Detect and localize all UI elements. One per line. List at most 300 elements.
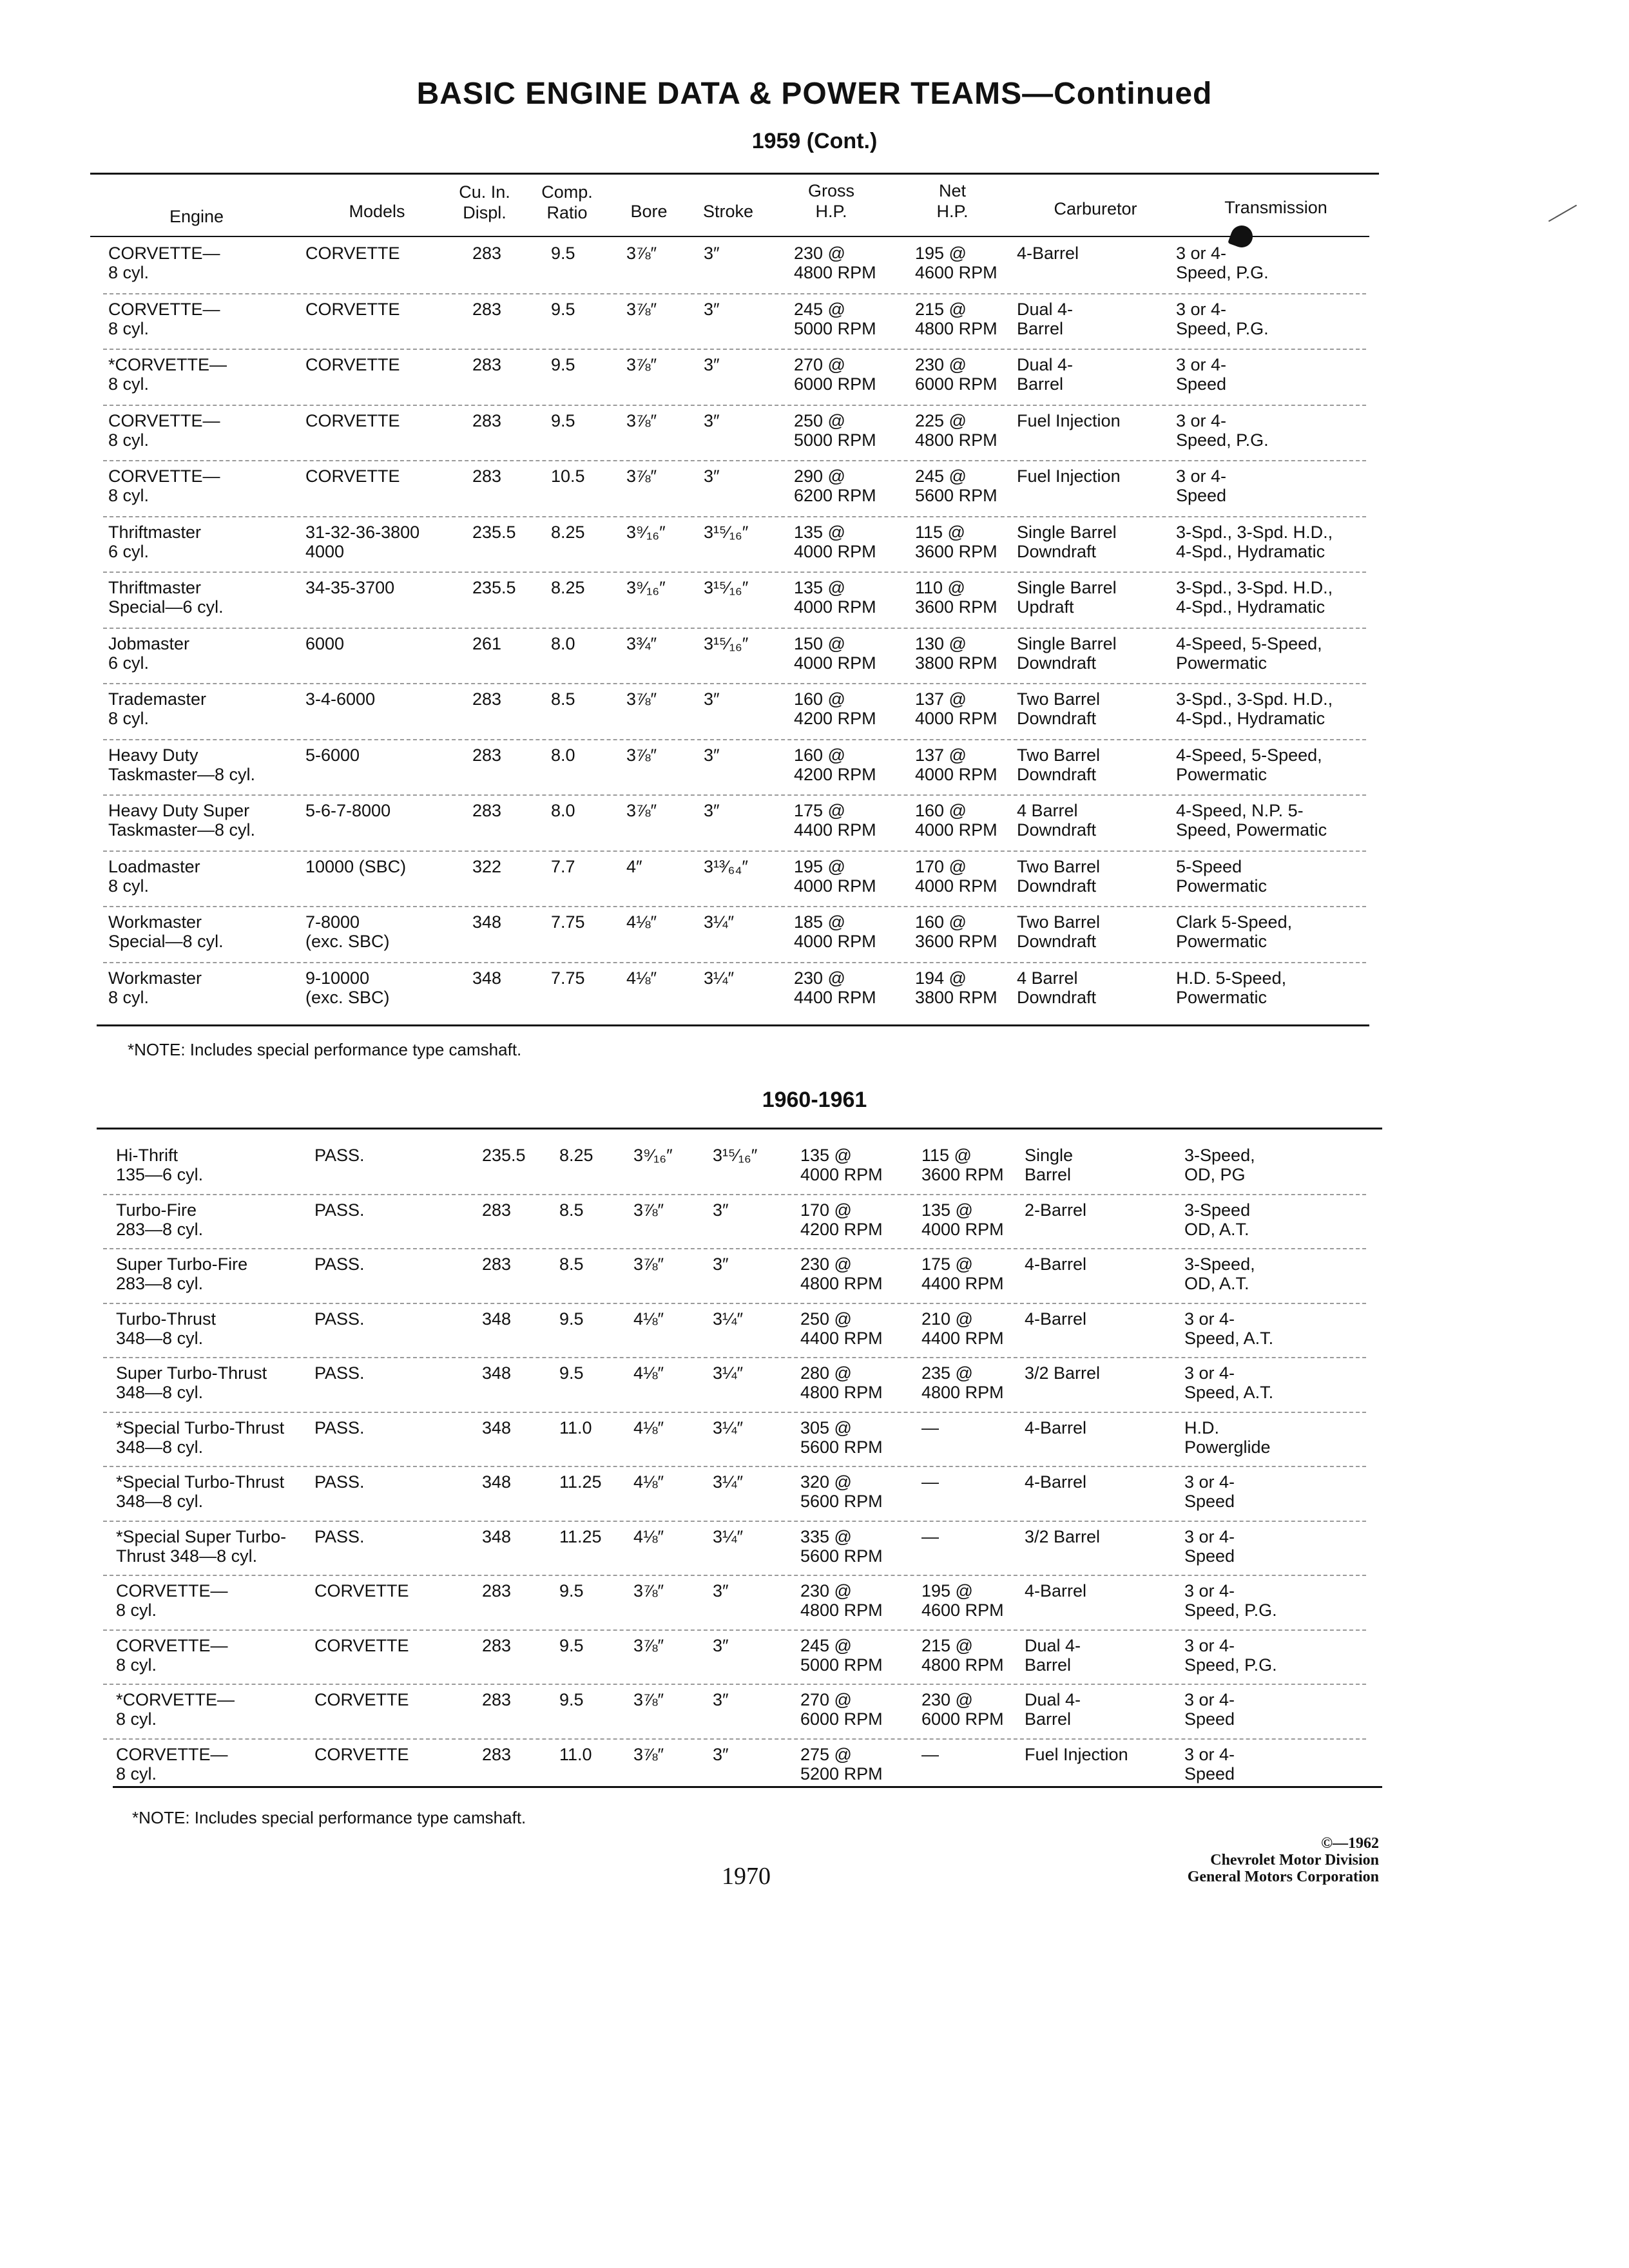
row-divider bbox=[103, 1684, 1366, 1685]
cell-bore: 4⅛″ bbox=[633, 1472, 664, 1492]
cell-gross: 230 @ 4800 RPM bbox=[794, 244, 876, 282]
cell-trans: 3 or 4- Speed bbox=[1184, 1526, 1235, 1566]
cell-bore: 3⅞″ bbox=[633, 1744, 664, 1764]
cell-trans: 5-Speed Powermatic bbox=[1176, 856, 1268, 896]
cell-net: — bbox=[921, 1472, 939, 1492]
cell-bore: 3⅞″ bbox=[633, 1635, 664, 1655]
cell-net: 195 @ 4600 RPM bbox=[915, 244, 998, 282]
cell-models: PASS. bbox=[314, 1472, 365, 1492]
cell-engine: Hi-Thrift 135—6 cyl. bbox=[116, 1146, 204, 1184]
cell-ratio: 11.25 bbox=[559, 1472, 602, 1492]
cell-net: 225 @ 4800 RPM bbox=[915, 410, 998, 450]
cell-ratio: 11.25 bbox=[559, 1526, 602, 1546]
cell-gross: 135 @ 4000 RPM bbox=[794, 522, 876, 561]
cell-ratio: 8.25 bbox=[559, 1146, 593, 1165]
cell-displ: 283 bbox=[482, 1635, 512, 1655]
cell-engine: Super Turbo-Thrust 348—8 cyl. bbox=[116, 1363, 267, 1402]
cell-trans: 3-Spd., 3-Spd. H.D., 4-Spd., Hydramatic bbox=[1176, 522, 1333, 561]
cell-carb: Single Barrel bbox=[1025, 1146, 1074, 1184]
cell-engine: Turbo-Thrust 348—8 cyl. bbox=[116, 1309, 217, 1348]
cell-carb: 4 Barrel Downdraft bbox=[1017, 968, 1097, 1007]
table1-header-rule bbox=[90, 236, 1369, 237]
cell-models: 10000 (SBC) bbox=[305, 856, 407, 876]
cell-trans: 3-Speed, OD, PG bbox=[1184, 1146, 1255, 1184]
cell-net: 194 @ 3800 RPM bbox=[915, 968, 998, 1007]
page-number: 1970 bbox=[722, 1863, 771, 1890]
cell-net: 115 @ 3600 RPM bbox=[915, 522, 998, 561]
cell-carb: 4-Barrel bbox=[1025, 1418, 1087, 1437]
cell-engine: CORVETTE— 8 cyl. bbox=[108, 410, 220, 450]
cell-models: CORVETTE bbox=[305, 410, 400, 430]
cell-bore: 3⅞″ bbox=[633, 1581, 664, 1600]
cell-displ: 348 bbox=[482, 1526, 512, 1546]
cell-models: PASS. bbox=[314, 1146, 365, 1165]
cell-carb: Single Barrel Downdraft bbox=[1017, 522, 1117, 561]
cell-models: PASS. bbox=[314, 1200, 365, 1220]
cell-engine: CORVETTE— 8 cyl. bbox=[116, 1744, 228, 1783]
cell-gross: 185 @ 4000 RPM bbox=[794, 912, 876, 951]
cell-engine: *CORVETTE— 8 cyl. bbox=[108, 355, 227, 394]
cell-bore: 4″ bbox=[626, 856, 642, 876]
cell-carb: 4-Barrel bbox=[1025, 1472, 1087, 1492]
cell-gross: 135 @ 4000 RPM bbox=[800, 1146, 883, 1184]
table1-top-rule bbox=[90, 173, 1379, 175]
cell-engine: CORVETTE— 8 cyl. bbox=[116, 1635, 228, 1675]
cell-models: 3-4-6000 bbox=[305, 689, 376, 709]
cell-ratio: 7.75 bbox=[551, 968, 585, 988]
pen-mark bbox=[1548, 205, 1577, 222]
cell-engine: Thriftmaster Special—6 cyl. bbox=[108, 578, 224, 617]
cell-stroke: 3″ bbox=[704, 689, 720, 709]
row-divider bbox=[103, 794, 1366, 796]
cell-net: — bbox=[921, 1418, 939, 1437]
cell-displ: 348 bbox=[472, 968, 502, 988]
cell-ratio: 7.75 bbox=[551, 912, 585, 932]
col-bore-header: Bore bbox=[630, 202, 668, 221]
cell-net: 230 @ 6000 RPM bbox=[915, 355, 998, 394]
table2-top-rule bbox=[97, 1128, 1382, 1129]
cell-trans: 4-Speed, N.P. 5- Speed, Powermatic bbox=[1176, 801, 1327, 840]
cell-bore: 3⁹⁄₁₆″ bbox=[633, 1146, 673, 1165]
cell-stroke: 3″ bbox=[713, 1200, 729, 1220]
cell-net: 175 @ 4400 RPM bbox=[921, 1254, 1004, 1293]
cell-bore: 3⅞″ bbox=[626, 410, 657, 430]
cell-models: PASS. bbox=[314, 1363, 365, 1383]
cell-ratio: 8.5 bbox=[559, 1200, 584, 1220]
cell-stroke: 3¹⁵⁄₁₆″ bbox=[704, 522, 749, 542]
section-1960-1961-title: 1960-1961 bbox=[762, 1088, 867, 1112]
cell-displ: 283 bbox=[472, 299, 502, 319]
row-divider bbox=[103, 1738, 1366, 1740]
cell-stroke: 3″ bbox=[704, 355, 720, 374]
cell-bore: 3⅞″ bbox=[633, 1200, 664, 1220]
cell-net: 210 @ 4400 RPM bbox=[921, 1309, 1004, 1348]
cell-engine: CORVETTE— 8 cyl. bbox=[108, 466, 220, 505]
cell-ratio: 10.5 bbox=[551, 466, 585, 486]
cell-gross: 195 @ 4000 RPM bbox=[794, 856, 876, 896]
cell-displ: 261 bbox=[472, 633, 502, 653]
row-divider bbox=[103, 1521, 1366, 1522]
cell-models: PASS. bbox=[314, 1254, 365, 1274]
cell-gross: 280 @ 4800 RPM bbox=[800, 1363, 883, 1402]
cell-gross: 230 @ 4400 RPM bbox=[794, 968, 876, 1007]
cell-displ: 235.5 bbox=[482, 1146, 526, 1165]
cell-stroke: 3″ bbox=[713, 1581, 729, 1600]
cell-stroke: 3″ bbox=[713, 1744, 729, 1764]
cell-displ: 283 bbox=[472, 355, 502, 374]
cell-models: CORVETTE bbox=[305, 244, 400, 263]
cell-displ: 283 bbox=[472, 689, 502, 709]
cell-carb: Fuel Injection bbox=[1017, 466, 1121, 486]
cell-trans: 3 or 4- Speed bbox=[1184, 1690, 1235, 1729]
cell-ratio: 9.5 bbox=[551, 410, 575, 430]
cell-carb: Dual 4- Barrel bbox=[1025, 1635, 1081, 1675]
cell-gross: 290 @ 6200 RPM bbox=[794, 466, 876, 505]
cell-net: 135 @ 4000 RPM bbox=[921, 1200, 1004, 1239]
row-divider bbox=[103, 962, 1366, 963]
row-divider bbox=[103, 405, 1366, 406]
cell-trans: 4-Speed, 5-Speed, Powermatic bbox=[1176, 633, 1322, 673]
cell-ratio: 9.5 bbox=[551, 244, 575, 263]
cell-net: 245 @ 5600 RPM bbox=[915, 466, 998, 505]
cell-trans: 3 or 4- Speed, P.G. bbox=[1176, 410, 1269, 450]
cell-stroke: 3″ bbox=[704, 299, 720, 319]
cell-stroke: 3¼″ bbox=[713, 1526, 744, 1546]
col-gross-header: Gross H.P. bbox=[807, 181, 855, 221]
col-carburetor-header: Carburetor bbox=[1054, 199, 1137, 218]
row-divider bbox=[103, 1303, 1366, 1304]
cell-gross: 245 @ 5000 RPM bbox=[800, 1635, 883, 1675]
cell-gross: 270 @ 6000 RPM bbox=[794, 355, 876, 394]
cell-ratio: 8.0 bbox=[551, 801, 575, 820]
cell-ratio: 9.5 bbox=[551, 355, 575, 374]
row-divider bbox=[103, 460, 1366, 461]
cell-bore: 4⅛″ bbox=[633, 1418, 664, 1437]
cell-ratio: 8.5 bbox=[559, 1254, 584, 1274]
cell-ratio: 9.5 bbox=[551, 299, 575, 319]
cell-carb: Fuel Injection bbox=[1017, 410, 1121, 430]
cell-net: 235 @ 4800 RPM bbox=[921, 1363, 1004, 1402]
cell-engine: Thriftmaster 6 cyl. bbox=[108, 522, 202, 561]
col-ratio-header: Comp. Ratio bbox=[541, 182, 593, 222]
cell-engine: Trademaster 8 cyl. bbox=[108, 689, 207, 728]
cell-engine: Loadmaster 8 cyl. bbox=[108, 856, 200, 896]
cell-trans: H.D. Powerglide bbox=[1184, 1418, 1271, 1457]
cell-models: 31-32-36-3800 4000 bbox=[305, 522, 420, 561]
cell-gross: 305 @ 5600 RPM bbox=[800, 1418, 883, 1457]
cell-models: 9-10000 (exc. SBC) bbox=[305, 968, 390, 1007]
cell-displ: 283 bbox=[472, 745, 502, 765]
cell-models: 7-8000 (exc. SBC) bbox=[305, 912, 390, 951]
cell-models: CORVETTE bbox=[305, 355, 400, 374]
cell-displ: 283 bbox=[472, 410, 502, 430]
cell-gross: 320 @ 5600 RPM bbox=[800, 1472, 883, 1511]
cell-engine: Heavy Duty Super Taskmaster—8 cyl. bbox=[108, 801, 256, 840]
cell-bore: 3⅞″ bbox=[626, 801, 657, 820]
cell-carb: 4-Barrel bbox=[1017, 244, 1079, 263]
cell-gross: 230 @ 4800 RPM bbox=[800, 1581, 883, 1620]
cell-models: PASS. bbox=[314, 1309, 365, 1329]
cell-displ: 283 bbox=[472, 244, 502, 263]
cell-models: 5-6000 bbox=[305, 745, 360, 765]
cell-stroke: 3¹⁵⁄₁₆″ bbox=[704, 633, 749, 653]
cell-engine: Turbo-Fire 283—8 cyl. bbox=[116, 1200, 204, 1239]
cell-bore: 3⅞″ bbox=[626, 299, 657, 319]
cell-bore: 3⅞″ bbox=[633, 1690, 664, 1709]
row-divider bbox=[103, 349, 1366, 350]
table2-bottom-rule bbox=[113, 1786, 1382, 1788]
cell-net: 230 @ 6000 RPM bbox=[921, 1690, 1004, 1729]
cell-net: 110 @ 3600 RPM bbox=[915, 578, 998, 617]
cell-models: CORVETTE bbox=[305, 299, 400, 319]
cell-gross: 160 @ 4200 RPM bbox=[794, 689, 876, 728]
cell-net: — bbox=[921, 1526, 939, 1546]
row-divider bbox=[103, 516, 1366, 517]
cell-engine: CORVETTE— 8 cyl. bbox=[116, 1581, 228, 1620]
cell-models: PASS. bbox=[314, 1418, 365, 1437]
cell-gross: 150 @ 4000 RPM bbox=[794, 633, 876, 673]
cell-engine: Workmaster 8 cyl. bbox=[108, 968, 202, 1007]
cell-displ: 348 bbox=[482, 1418, 512, 1437]
cell-stroke: 3¹⁵⁄₁₆″ bbox=[704, 578, 749, 597]
cell-trans: 3-Speed OD, A.T. bbox=[1184, 1200, 1251, 1239]
cell-ratio: 7.7 bbox=[551, 856, 575, 876]
cell-gross: 160 @ 4200 RPM bbox=[794, 745, 876, 784]
cell-bore: 3⅞″ bbox=[633, 1254, 664, 1274]
cell-stroke: 3¹⁵⁄₁₆″ bbox=[713, 1146, 758, 1165]
cell-carb: Dual 4- Barrel bbox=[1025, 1690, 1081, 1729]
cell-engine: Jobmaster 6 cyl. bbox=[108, 633, 190, 673]
row-divider bbox=[103, 906, 1366, 907]
col-displ-header: Cu. In. Displ. bbox=[459, 182, 510, 222]
cell-displ: 283 bbox=[482, 1581, 512, 1600]
cell-carb: 4-Barrel bbox=[1025, 1309, 1087, 1329]
cell-displ: 283 bbox=[472, 466, 502, 486]
cell-trans: 3 or 4- Speed bbox=[1176, 355, 1227, 394]
cell-trans: 3 or 4- Speed, P.G. bbox=[1176, 299, 1269, 338]
cell-carb: 4 Barrel Downdraft bbox=[1017, 801, 1097, 840]
cell-bore: 3⁹⁄₁₆″ bbox=[626, 522, 666, 542]
cell-ratio: 8.25 bbox=[551, 578, 585, 597]
cell-stroke: 3¼″ bbox=[713, 1309, 744, 1329]
cell-carb: Two Barrel Downdraft bbox=[1017, 745, 1101, 784]
cell-trans: 3-Spd., 3-Spd. H.D., 4-Spd., Hydramatic bbox=[1176, 578, 1333, 617]
cell-stroke: 3″ bbox=[713, 1635, 729, 1655]
cell-displ: 322 bbox=[472, 856, 502, 876]
cell-engine: *Special Turbo-Thrust 348—8 cyl. bbox=[116, 1418, 285, 1457]
cell-ratio: 8.25 bbox=[551, 522, 585, 542]
table1-footnote: *NOTE: Includes special performance type camshaft. bbox=[128, 1040, 522, 1059]
cell-net: — bbox=[921, 1744, 939, 1764]
page-title: BASIC ENGINE DATA & POWER TEAMS—Continued bbox=[416, 77, 1213, 111]
cell-net: 137 @ 4000 RPM bbox=[915, 689, 998, 728]
cell-displ: 283 bbox=[482, 1254, 512, 1274]
cell-engine: CORVETTE— 8 cyl. bbox=[108, 299, 220, 338]
cell-bore: 4⅛″ bbox=[633, 1526, 664, 1546]
cell-bore: 3⅞″ bbox=[626, 745, 657, 765]
cell-ratio: 11.0 bbox=[559, 1418, 592, 1437]
cell-displ: 235.5 bbox=[472, 578, 516, 597]
row-divider bbox=[103, 683, 1366, 684]
cell-stroke: 3″ bbox=[704, 466, 720, 486]
table2-footnote: *NOTE: Includes special performance type camshaft. bbox=[132, 1808, 526, 1827]
cell-bore: 4⅛″ bbox=[633, 1363, 664, 1383]
publisher-line2: General Motors Corporation bbox=[1187, 1869, 1379, 1885]
cell-displ: 348 bbox=[482, 1363, 512, 1383]
cell-gross: 135 @ 4000 RPM bbox=[794, 578, 876, 617]
cell-ratio: 9.5 bbox=[559, 1690, 584, 1709]
row-divider bbox=[103, 1194, 1366, 1195]
cell-gross: 175 @ 4400 RPM bbox=[794, 801, 876, 840]
col-engine-header: Engine bbox=[169, 207, 224, 226]
cell-stroke: 3″ bbox=[704, 801, 720, 820]
cell-carb: Two Barrel Downdraft bbox=[1017, 856, 1101, 896]
cell-stroke: 3¼″ bbox=[704, 968, 735, 988]
cell-bore: 3⅞″ bbox=[626, 689, 657, 709]
cell-bore: 3⅞″ bbox=[626, 244, 657, 263]
row-divider bbox=[103, 1575, 1366, 1576]
cell-carb: Two Barrel Downdraft bbox=[1017, 912, 1101, 951]
cell-trans: 3 or 4- Speed, A.T. bbox=[1184, 1363, 1274, 1402]
cell-carb: Two Barrel Downdraft bbox=[1017, 689, 1101, 728]
cell-net: 115 @ 3600 RPM bbox=[921, 1146, 1004, 1184]
cell-displ: 283 bbox=[482, 1690, 512, 1709]
cell-trans: 3-Spd., 3-Spd. H.D., 4-Spd., Hydramatic bbox=[1176, 689, 1333, 728]
cell-bore: 4⅛″ bbox=[626, 968, 657, 988]
cell-models: 6000 bbox=[305, 633, 345, 653]
row-divider bbox=[103, 850, 1366, 852]
cell-displ: 348 bbox=[472, 912, 502, 932]
cell-bore: 4⅛″ bbox=[633, 1309, 664, 1329]
cell-net: 195 @ 4600 RPM bbox=[921, 1581, 1004, 1620]
cell-stroke: 3¼″ bbox=[713, 1418, 744, 1437]
row-divider bbox=[103, 293, 1366, 294]
cell-models: 5-6-7-8000 bbox=[305, 801, 391, 820]
cell-models: CORVETTE bbox=[314, 1690, 409, 1709]
cell-trans: 4-Speed, 5-Speed, Powermatic bbox=[1176, 745, 1322, 784]
cell-carb: 3/2 Barrel bbox=[1025, 1363, 1101, 1383]
cell-carb: 2-Barrel bbox=[1025, 1200, 1087, 1220]
col-net-header: Net H.P. bbox=[936, 181, 969, 221]
cell-gross: 335 @ 5600 RPM bbox=[800, 1526, 883, 1566]
cell-carb: Fuel Injection bbox=[1025, 1744, 1128, 1764]
cell-net: 130 @ 3800 RPM bbox=[915, 633, 998, 673]
cell-ratio: 8.0 bbox=[551, 633, 575, 653]
cell-ratio: 11.0 bbox=[559, 1744, 592, 1764]
cell-carb: 4-Barrel bbox=[1025, 1581, 1087, 1600]
cell-stroke: 3″ bbox=[704, 244, 720, 263]
cell-displ: 283 bbox=[482, 1744, 512, 1764]
cell-carb: Single Barrel Downdraft bbox=[1017, 633, 1117, 673]
cell-carb: Single Barrel Updraft bbox=[1017, 578, 1117, 617]
cell-trans: 3 or 4- Speed, P.G. bbox=[1184, 1581, 1277, 1620]
cell-models: CORVETTE bbox=[314, 1744, 409, 1764]
cell-engine: *Special Super Turbo- Thrust 348—8 cyl. bbox=[116, 1526, 287, 1566]
cell-net: 215 @ 4800 RPM bbox=[921, 1635, 1004, 1675]
cell-trans: 3 or 4- Speed bbox=[1176, 466, 1227, 505]
cell-bore: 3¾″ bbox=[626, 633, 657, 653]
cell-gross: 245 @ 5000 RPM bbox=[794, 299, 876, 338]
cell-trans: Clark 5-Speed, Powermatic bbox=[1176, 912, 1293, 951]
cell-net: 160 @ 4000 RPM bbox=[915, 801, 998, 840]
row-divider bbox=[103, 572, 1366, 573]
cell-stroke: 3″ bbox=[713, 1254, 729, 1274]
cell-carb: 4-Barrel bbox=[1025, 1254, 1087, 1274]
cell-displ: 235.5 bbox=[472, 522, 516, 542]
cell-models: PASS. bbox=[314, 1526, 365, 1546]
row-divider bbox=[103, 628, 1366, 629]
row-divider bbox=[103, 1629, 1366, 1631]
cell-trans: 3-Speed, OD, A.T. bbox=[1184, 1254, 1255, 1293]
cell-gross: 270 @ 6000 RPM bbox=[800, 1690, 883, 1729]
cell-bore: 3⁹⁄₁₆″ bbox=[626, 578, 666, 597]
cell-trans: 3 or 4- Speed, A.T. bbox=[1184, 1309, 1274, 1348]
cell-stroke: 3″ bbox=[713, 1690, 729, 1709]
cell-net: 215 @ 4800 RPM bbox=[915, 299, 998, 338]
col-models-header: Models bbox=[349, 202, 405, 221]
cell-models: CORVETTE bbox=[314, 1581, 409, 1600]
cell-carb: 3/2 Barrel bbox=[1025, 1526, 1101, 1546]
cell-engine: Super Turbo-Fire 283—8 cyl. bbox=[116, 1254, 248, 1293]
cell-stroke: 3¼″ bbox=[713, 1363, 744, 1383]
cell-models: CORVETTE bbox=[314, 1635, 409, 1655]
cell-trans: 3 or 4- Speed, P.G. bbox=[1184, 1635, 1277, 1675]
cell-stroke: 3¹³⁄₆₄″ bbox=[704, 856, 748, 876]
col-transmission-header: Transmission bbox=[1224, 198, 1327, 217]
cell-engine: *Special Turbo-Thrust 348—8 cyl. bbox=[116, 1472, 285, 1511]
cell-engine: Workmaster Special—8 cyl. bbox=[108, 912, 224, 951]
cell-ratio: 8.0 bbox=[551, 745, 575, 765]
row-divider bbox=[103, 1412, 1366, 1413]
cell-trans: 3 or 4- Speed bbox=[1184, 1744, 1235, 1783]
cell-net: 137 @ 4000 RPM bbox=[915, 745, 998, 784]
cell-gross: 170 @ 4200 RPM bbox=[800, 1200, 883, 1239]
cell-displ: 348 bbox=[482, 1309, 512, 1329]
cell-displ: 283 bbox=[472, 801, 502, 820]
cell-ratio: 9.5 bbox=[559, 1635, 584, 1655]
cell-trans: H.D. 5-Speed, Powermatic bbox=[1176, 968, 1287, 1007]
cell-trans: 3 or 4- Speed bbox=[1184, 1472, 1235, 1511]
cell-bore: 3⅞″ bbox=[626, 466, 657, 486]
cell-displ: 283 bbox=[482, 1200, 512, 1220]
cell-ratio: 9.5 bbox=[559, 1309, 584, 1329]
cell-stroke: 3¼″ bbox=[713, 1472, 744, 1492]
col-stroke-header: Stroke bbox=[702, 202, 754, 221]
cell-stroke: 3¼″ bbox=[704, 912, 735, 932]
cell-models: CORVETTE bbox=[305, 466, 400, 486]
cell-stroke: 3″ bbox=[704, 745, 720, 765]
cell-net: 160 @ 3600 RPM bbox=[915, 912, 998, 951]
row-divider bbox=[103, 739, 1366, 740]
row-divider bbox=[103, 1248, 1366, 1249]
cell-models: 34-35-3700 bbox=[305, 578, 395, 597]
cell-engine: CORVETTE— 8 cyl. bbox=[108, 244, 220, 282]
cell-stroke: 3″ bbox=[704, 410, 720, 430]
cell-trans: 3 or 4- Speed, P.G. bbox=[1176, 244, 1269, 282]
cell-engine: *CORVETTE— 8 cyl. bbox=[116, 1690, 235, 1729]
cell-ratio: 8.5 bbox=[551, 689, 575, 709]
cell-bore: 3⅞″ bbox=[626, 355, 657, 374]
cell-carb: Dual 4- Barrel bbox=[1017, 299, 1074, 338]
cell-displ: 348 bbox=[482, 1472, 512, 1492]
row-divider bbox=[103, 1466, 1366, 1467]
cell-engine: Heavy Duty Taskmaster—8 cyl. bbox=[108, 745, 256, 784]
cell-ratio: 9.5 bbox=[559, 1581, 584, 1600]
row-divider bbox=[103, 1357, 1366, 1358]
section-1959-title: 1959 (Cont.) bbox=[751, 129, 878, 153]
table1-bottom-rule bbox=[97, 1024, 1369, 1026]
cell-ratio: 9.5 bbox=[559, 1363, 584, 1383]
